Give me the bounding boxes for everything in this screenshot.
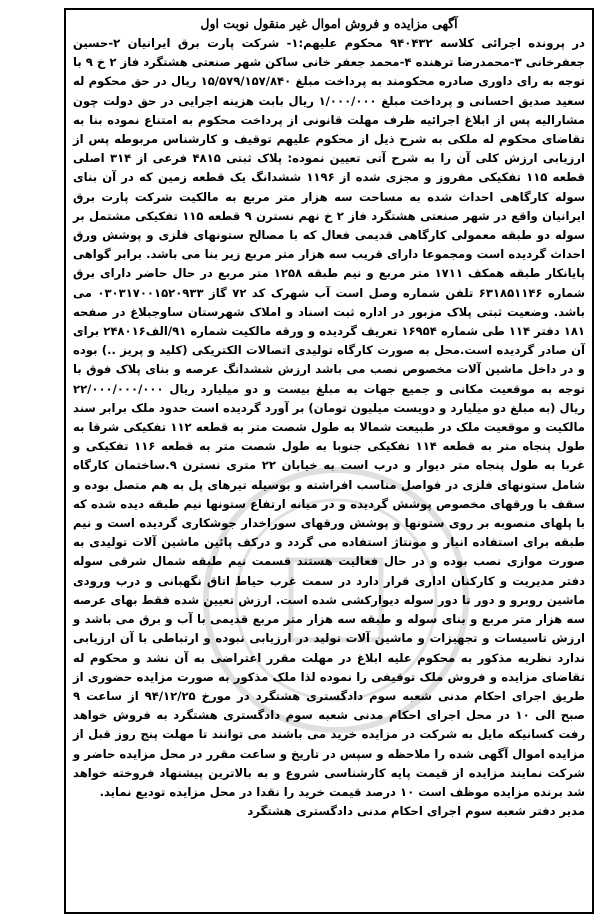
notice-body <box>73 34 585 802</box>
notice-frame <box>64 8 594 914</box>
notice-paragraph: در پرونده اجرائی کلاسه ۹۴۰۴۳۲ محکوم علیهم:۱- شرکت پارت برق ایرانیان ۲-حسین جعفرخانی ۳-محمدرضا ترهنده ۴-محمد جعفر خانی ساکن شهر صنعتی هشتگرد فاز ۲ خ ۹ با توجه به رای داوری صادره محکومند به پرداخت مبلغ ۱۵/۵۷۹/۱۵۷/۸۴۰ ریال در حق محکوم له سعید صدیق احسانی و پرداخت مبلغ ۱/۰۰۰/۰۰۰ ریال بابت هزینه اجرایی در حق دولت چون مشارالیه پس از ابلاغ اجرائیه ظرف مهلت قانونی از پرداخت محکوم به امتناع نموده بنا به تقاضای محکوم له ملکی به شرح ذیل از محکوم علیهم توقیف و کارشناس مربوطه پس از ارزیابی ارزش کلی آن را به شرح آتی تعیین نموده: پلاک ثبتی ۴۸۱۵ فرعی از ۳۱۴ اصلی قطعه ۱۱۵ تفکیکی مفروز و مجزی شده از ۱۱۹۶ ششدانگ یک قطعه زمین که در آن بنای سوله کارگاهی احداث شده به مساحت سه هزار متر مربع به مالکیت شرکت پارت برق ایرانیان واقع در شهر صنعتی هشتگرد فاز ۲ خ نهم نسترن ۹ قطعه ۱۱۵ تفکیکی مشتمل بر سوله دو طبقه معمولی کارگاهی قدیمی فعال که با مصالح ستونهای فلزی و پوشش ورق احداث گردیده است ومجموعا دارای قریب سه هزار متر مربع زیر بنا می باشد. برابر گواهی پایانکار طبقه همکف ۱۷۱۱ متر مربع و نیم طبقه ۱۲۵۸ متر مربع در حال حاضر دارای برق شماره ۶۳۱۸۵۱۱۴۶ تلفن شماره وصل است آب شهرک کد ۷۲ گاز ۰۳۰۳۱۷۰۰۱۵۲۰۹۳۳ می باشد. وضعیت ثبتی پلاک مزبور در اداره ثبت اسناد و املاک شهرستان ساوجبلاغ در صفحه ۱۸۱ دفتر ۱۱۴ طی شماره ۱۶۹۵۴ تعریف گردیده و ورقه مالکیت شماره ۹۱/الف۲۴۸۰۱۶ برای آن صادر گردیده است.محل به صورت کارگاه تولیدی اتصالات الکتریکی (کلید و پریز ..) بوده و در داخل ماشین آلات مخصوص نصب می باشد ارزش ششدانگ عرصه و بنای پلاک فوق با توجه به موقعیت مکانی و جمیع جهات به مبلغ بیست و دو میلیارد ریال ۲۲/۰۰۰/۰۰۰/۰۰۰ ریال (به مبلغ دو میلیارد و دویست میلیون تومان) بر آورد گردیده است حدود ملک برابر سند مالکیت و موقعیت ملک در طبیعت شمالا به طول شصت متر به قطعه ۱۱۲ تفکیکی شرقا به طول پنجاه متر به قطعه ۱۱۴ تفکیکی جنوبا به طول شصت متر به قطعه ۱۱۶ تفکیکی و غربا به طول پنجاه متر دیوار و درب است به خیابان ۲۲ متری نسترن ۹.ساختمان کارگاه شامل ستونهای فلزی در فواصل مناسب افراشته و بوسیله تیرهای پل به هم متصل بوده و سقف با ورقهای مخصوص پوشش گردیده و در میانه ارتفاع ستونها نیم طبقه دیده شده که با پلهای منصوبه بر روی ستونها و پوشش ورقهای سوراخدار جوشکاری گردیده است و نیم طبقه برای استفاده انبار و مونتاژ استفاده می گردد و درکف پائین ماشین آلات تولیدی به صورت موازی نصب بوده و در حال فعالیت هستند قسمت نیم طبقه شمال شرقی سوله دفتر مدیریت و کارکنان اداری قرار دارد در سمت غرب حیاط اتاق نگهبانی و درب ورودی ماشین روبرو و دور تا دور سوله دیوارکشی شده است. ارزش تعیین شده فقط بهای عرصه سه هزار متر مربع و بنای سوله و طبقه سه هزار متر مربع قدیمی با آب و برق می باشد و ارزش تاسیسات و تجهیزات و ماشین آلات تولید در ارزیابی نبوده و ارتباطی با آن ارزیابی ندارد نظریه مذکور به محکوم علیه ابلاغ در مهلت مقرر اعتراضی به آن نشد و محکوم له تقاضای مزایده و فروش ملک توقیفی را نموده لذا ملک مذکور به صورت مزایده حضوری از طریق اجرای احکام مدنی شعبه سوم دادگستری هشتگرد در مورخ ۹۴/۱۲/۲۵ از ساعت ۹ صبح الی ۱۰ در محل اجرای احکام مدنی شعبه سوم دادگستری هشتگرد به فروش خواهد رفت کسانیکه مایل به شرکت در مزایده خرید می باشند می توانند تا مهلت پنج روز قبل از مزایده اموال آگهی شده را ملاحظه و سپس در تاریخ و ساعت مقرر در محل مزایده حاضر و شرکت نمایند مزایده از قیمت پایه کارشناسی شروع و به بالاترین پیشنهاد فروخته خواهد شد برنده مزایده موظف است ۱۰ درصد قیمت خرید را نقدا در محل مزایده تودیع نماید. <box>73 36 586 799</box>
notice-title: آگهی مزایده و فروش اموال غیر منقول نوبت اول <box>200 16 458 31</box>
notice-signature: مدیر دفتر شعبه سوم اجرای احکام مدنی دادگستری هشتگرد <box>247 804 585 819</box>
